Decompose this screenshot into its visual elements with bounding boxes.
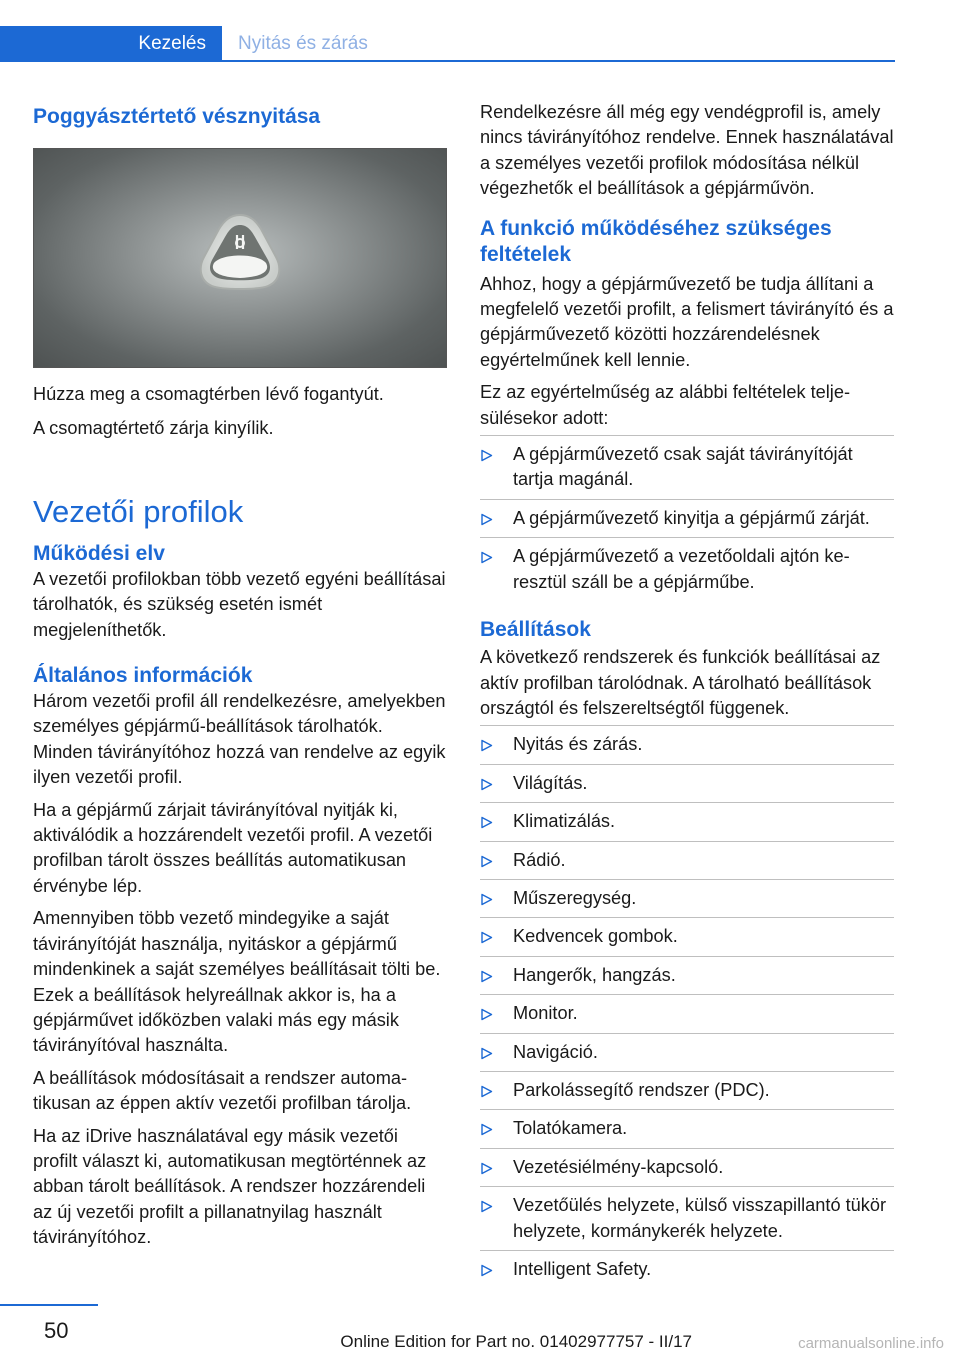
triangle-bullet-icon [480,1118,493,1131]
right-column [480,100,894,1288]
triangle-bullet-icon [480,811,493,824]
list-item: Klimatizálás. [480,802,894,840]
instruction-lid-opens: A csomagtértető zárja kinyílik. [33,418,274,439]
list-item: Nyitás és zárás. [480,725,894,763]
left-column [33,100,447,1251]
general-paragraph-5: Ha az iDrive használatával egy másik vezetői profilt választ ki, automatikusan megtörténnek az abban tárolt beállítások. A rendszer hozzárendeli az új vezetői profilt a pillanatnyilag használt távirányítóhoz. [33,1125,427,1248]
list-item: Hangerők, hangzás. [480,956,894,994]
trunk-release-photo [33,148,447,368]
triangle-bullet-icon [480,1157,493,1170]
triangle-bullet-icon [480,888,493,901]
conditions-list [480,435,894,601]
subsection-title-conditions: A funkció működéséhez szükséges feltételek [480,216,832,266]
list-item: Vezetésiélmény-kapcsoló. [480,1148,894,1186]
triangle-bullet-icon [480,773,493,786]
general-paragraph-2: Ha a gépjármű zárjait távirányítóval nyitják ki, aktiválódik a hozzárendelt vezetői profil. A vezetői profilban tárolt összes beállítás automatikusan érvénybe lép. [33,799,433,896]
general-paragraph-1: Három vezetői profil áll rendelkezésre, amelyekben személyes gépjármű-beállítások tárolhatók. Minden távirányítóhoz hozzá van rendelve az egyik ilyen vezetői profil. [33,691,446,788]
triangle-bullet-icon [480,850,493,863]
page-header [0,26,895,62]
watermark: carmanualsonline.info [798,1335,944,1352]
list-item: Rádió. [480,841,894,879]
list-item: Intelligent Safety. [480,1250,894,1288]
list-item: A gépjárművezető csak saját távirányítóját tartja magánál. [480,435,894,499]
general-paragraph-4: A beállítások módosításait a rendszer automatikusan az éppen aktív vezetői profilban tárolja. [33,1067,412,1114]
triangle-bullet-icon [480,508,493,521]
trunk-release-handle-icon [34,149,446,367]
list-item: A gépjárművezető kinyitja a gépjármű zárját. [480,499,894,537]
triangle-bullet-icon [480,1042,493,1055]
list-item: Vezetőülés helyzete, külső visszapillantó tükör helyzete, kormánykerék helyzete. [480,1186,894,1250]
triangle-bullet-icon [480,734,493,747]
settings-list [480,725,894,1288]
triangle-bullet-icon [480,444,493,457]
list-item: Monitor. [480,994,894,1032]
conditions-paragraph-2: Ez az egyértelműség az alábbi feltételek teljesülésekor adott: [480,382,851,428]
page-number: 50 [44,1318,69,1343]
list-item: Tolatókamera. [480,1109,894,1147]
guest-profile-text: Rendelkezésre áll még egy vendégprofil is, amely nincs távirányítóhoz rendelve. Ennek használatával a személyes vezetői profilok módosítása nélkül végezhetők el beállítások a gépjárművön. [480,102,894,199]
subsection-title-principle: Működési elv [33,541,165,565]
list-item: Navigáció. [480,1033,894,1071]
instruction-pull-handle: Húzza meg a csomagtérben lévő fogantyút. [33,384,384,404]
conditions-paragraph-1: Ahhoz, hogy a gépjárművezető be tudja állítani a megfelelő vezetői profilt, a felismert távirányító és a gépjárművezető közötti hozzárendelésnek egyértelműnek kell lennie. [480,273,894,370]
triangle-bullet-icon [480,965,493,978]
list-item: Kedvencek gombok. [480,917,894,955]
list-item: A gépjárművezető a vezetőoldali ajtón keresztül száll be a gépjárműbe. [480,537,894,601]
settings-paragraph: A következő rendszerek és funkciók beállításai az aktív profilban tárolódnak. A tárolható beállítások országtól és felszereltségtől függenek. [480,647,881,718]
triangle-bullet-icon [480,926,493,939]
list-item: Műszeregység. [480,879,894,917]
triangle-bullet-icon [480,1003,493,1016]
tab-kezeles[interactable]: Kezelés [0,26,222,62]
list-item: Világítás. [480,764,894,802]
chapter-title-driver-profiles: Vezetői profilok [33,493,244,529]
triangle-bullet-icon [480,1080,493,1093]
subsection-title-general: Általános információk [33,664,253,688]
header-divider [222,60,895,62]
principle-text: A vezetői profilokban több vezető egyéni beállításai tárolhatók, és szükség esetén ismét megjeleníthetők. [33,568,446,640]
tab-nyitas-es-zaras[interactable]: Nyitás és zárás [238,33,368,54]
triangle-bullet-icon [480,546,493,559]
triangle-bullet-icon [480,1195,493,1208]
list-item: Parkolássegítő rendszer (PDC). [480,1071,894,1109]
section-title-trunk-release: Poggyásztértető vésznyitása [33,105,321,128]
general-paragraph-3: Amennyiben több vezető mindegyike a saját távirányítóját használja, nyitáskor a gépjármű mindenkinek a saját személyes beállításait tölti be. Ezek a beállítások helyreállnak akkor is, ha a gépjárművet időközben valaki más egy másik távirányítóval használta. [33,908,441,1056]
footer-divider [0,1304,98,1306]
triangle-bullet-icon [480,1259,493,1272]
edition-text: Online Edition for Part no. 01402977757 - II/17 [340,1332,692,1351]
subsection-title-settings: Beállítások [480,618,591,642]
